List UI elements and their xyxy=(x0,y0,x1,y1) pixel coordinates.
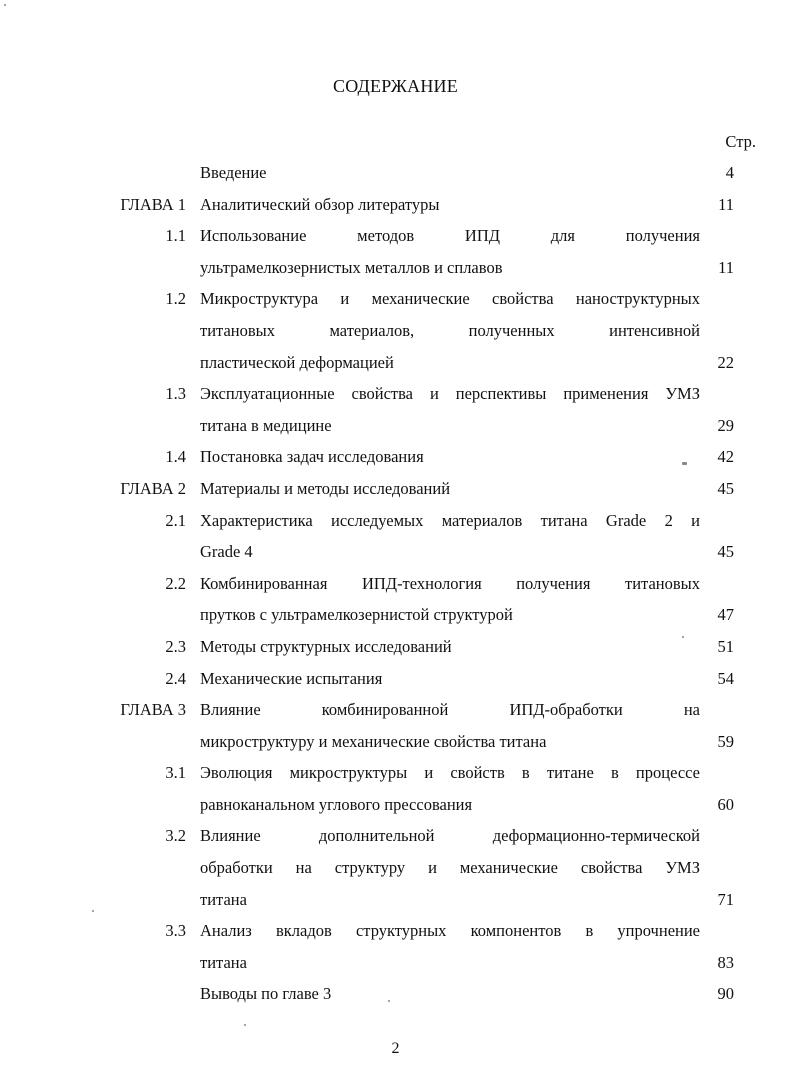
toc-entry-number xyxy=(0,978,186,1010)
toc-gap xyxy=(186,189,200,221)
toc-entry xyxy=(0,820,791,915)
toc-entry-number: 2.4 xyxy=(165,668,186,688)
toc-entry xyxy=(0,568,791,631)
toc-entry-title xyxy=(200,915,700,978)
toc-entry-page: 83 xyxy=(717,952,734,972)
toc-entry-title-line: Введение xyxy=(200,163,267,182)
page-title: СОДЕРЖАНИЕ xyxy=(333,76,458,96)
toc-entry-number xyxy=(0,157,186,189)
toc-entry-page: 51 xyxy=(717,636,734,656)
toc-entry-title-line: титановых материалов, полученных интенсивной xyxy=(200,320,700,340)
toc-entry-page: 60 xyxy=(717,794,734,814)
toc-entry-title xyxy=(200,378,700,441)
toc-entry-title-line: Комбинированная ИПД-технология получения титановых xyxy=(200,573,700,593)
toc-entry xyxy=(0,978,791,1010)
toc-gap xyxy=(186,820,200,915)
toc-entry-number: 3.3 xyxy=(165,921,186,941)
toc-gap xyxy=(186,473,200,505)
scan-speck xyxy=(92,910,94,912)
toc-entry-title xyxy=(200,505,700,568)
toc-entry-title-line: равноканальном углового прессования xyxy=(200,794,473,814)
toc-entry-number: 1.2 xyxy=(165,289,186,309)
toc-entry-number: 1.1 xyxy=(165,226,186,246)
toc-entry xyxy=(0,505,791,568)
toc-entry-page: 11 xyxy=(718,194,734,214)
toc-entry-title-line: Использование методов ИПД для получения xyxy=(200,226,700,246)
toc-entry-number: 2.1 xyxy=(165,510,186,530)
toc-entry xyxy=(0,915,791,978)
toc-entry-title-line: Анализ вкладов структурных компонентов в упрочнение xyxy=(200,921,700,941)
toc-entry xyxy=(0,220,791,283)
scan-speck xyxy=(244,1024,246,1026)
toc-entry xyxy=(0,283,791,378)
toc-entry-number: 2.2 xyxy=(165,573,186,593)
toc-entry-title xyxy=(200,631,700,663)
scan-speck xyxy=(4,4,6,6)
toc-entry-title-line: Влияние комбинированной ИПД-обработки на xyxy=(200,700,700,720)
toc-entry-number: 3.1 xyxy=(165,763,186,783)
toc-entry-title xyxy=(200,568,700,631)
toc-gap xyxy=(186,694,200,757)
toc-gap xyxy=(186,631,200,663)
toc-entry-page: 29 xyxy=(717,415,734,435)
toc-entry-title-line: титана xyxy=(200,952,247,972)
toc-gap xyxy=(186,568,200,631)
toc-entry-title xyxy=(200,189,700,221)
toc-entry-page: 45 xyxy=(717,478,734,498)
toc-gap xyxy=(186,283,200,378)
toc-entry-title-line: Постановка задач исследования xyxy=(200,447,424,467)
toc-entry xyxy=(0,473,791,505)
toc-entry xyxy=(0,378,791,441)
toc-entry-number: 1.4 xyxy=(165,447,186,467)
toc-entry-title xyxy=(200,473,700,505)
toc-entry-page: 71 xyxy=(717,889,734,909)
toc-entry xyxy=(0,157,791,189)
toc-gap xyxy=(186,663,200,695)
toc-gap xyxy=(186,757,200,820)
toc-entry-number: 1.3 xyxy=(165,384,186,404)
toc-entry-page: 59 xyxy=(717,731,734,751)
toc-entry-title-line: Выводы по главе 3 xyxy=(200,984,332,1004)
toc-entry xyxy=(0,694,791,757)
toc-entry-title-line: микроструктуру и механические свойства титана xyxy=(200,731,547,751)
toc-gap xyxy=(186,157,200,189)
toc-entry xyxy=(0,663,791,695)
toc-entry-title xyxy=(200,220,700,283)
toc-entry-title-line: пластической деформацией xyxy=(200,352,394,372)
toc-entry xyxy=(0,189,791,221)
toc-entry-title xyxy=(200,820,700,915)
toc-entry-title-line: Материалы и методы исследований xyxy=(200,478,451,498)
toc-entry-page: 11 xyxy=(718,257,734,277)
toc-entry-title xyxy=(200,663,700,695)
toc-entry xyxy=(0,757,791,820)
page-number: 2 xyxy=(391,1040,400,1057)
toc-entry-number: ГЛАВА 1 xyxy=(120,194,186,214)
toc-entry-number: ГЛАВА 3 xyxy=(120,700,186,720)
toc-entry-title-line: Микроструктура и механические свойства наноструктурных xyxy=(200,289,700,309)
toc-entry-number: ГЛАВА 2 xyxy=(120,478,186,498)
toc-gap xyxy=(186,441,200,473)
toc-entry-title-line: Методы структурных исследований xyxy=(200,636,452,656)
toc-entry-title-line: Влияние дополнительной деформационно-термической xyxy=(200,826,700,846)
toc-entry-title-line: Характеристика исследуемых материалов титана Grade 2 и xyxy=(200,510,700,530)
toc-entry-title xyxy=(200,694,700,757)
toc-entry-title-line: Аналитический обзор литературы xyxy=(200,194,440,214)
toc-gap xyxy=(186,915,200,978)
scan-speck xyxy=(388,1000,390,1002)
toc-entry-number: 2.3 xyxy=(165,636,186,656)
toc-gap xyxy=(186,378,200,441)
toc-entry xyxy=(0,631,791,663)
toc-entry-page: 90 xyxy=(717,984,734,1004)
toc-entry-page: 54 xyxy=(717,668,734,688)
toc-gap xyxy=(186,978,200,1010)
toc-entry-title-line: ультрамелкозернистых металлов и сплавов xyxy=(200,257,503,277)
toc-entry-page: 45 xyxy=(717,542,734,562)
toc-entry-title xyxy=(200,441,700,473)
toc-entry-title xyxy=(200,757,700,820)
toc-gap xyxy=(186,220,200,283)
toc-entry-title-line: обработки на структуру и механические свойства УМЗ xyxy=(200,858,700,878)
toc-gap xyxy=(186,505,200,568)
toc-entry-title xyxy=(200,283,700,378)
toc-entry-title-line: Механические испытания xyxy=(200,668,383,688)
toc-entry xyxy=(0,441,791,473)
scan-speck xyxy=(682,462,687,465)
toc-entry-page: 42 xyxy=(717,447,734,467)
toc-entry-title xyxy=(200,157,700,189)
toc-entry-title-line: Эксплуатационные свойства и перспективы применения УМЗ xyxy=(200,384,700,404)
toc-entry-title-line: Эволюция микроструктуры и свойств в титане в процессе xyxy=(200,763,700,783)
table-of-contents xyxy=(0,157,791,1010)
toc-entry-number: 3.2 xyxy=(165,826,186,846)
toc-entry-title-line: Grade 4 xyxy=(200,542,253,562)
toc-entry-title-line: титана в медицине xyxy=(200,415,332,435)
page-column-label: Стр. xyxy=(725,132,756,151)
toc-entry-title-line: прутков с ультрамелкозернистой структурой xyxy=(200,605,513,625)
toc-entry-page: 47 xyxy=(717,605,734,625)
toc-entry-page: 22 xyxy=(717,352,734,372)
scan-speck xyxy=(682,636,684,638)
toc-entry-page: 4 xyxy=(725,163,734,182)
toc-entry-title xyxy=(200,978,700,1010)
toc-entry-title-line: титана xyxy=(200,889,247,909)
